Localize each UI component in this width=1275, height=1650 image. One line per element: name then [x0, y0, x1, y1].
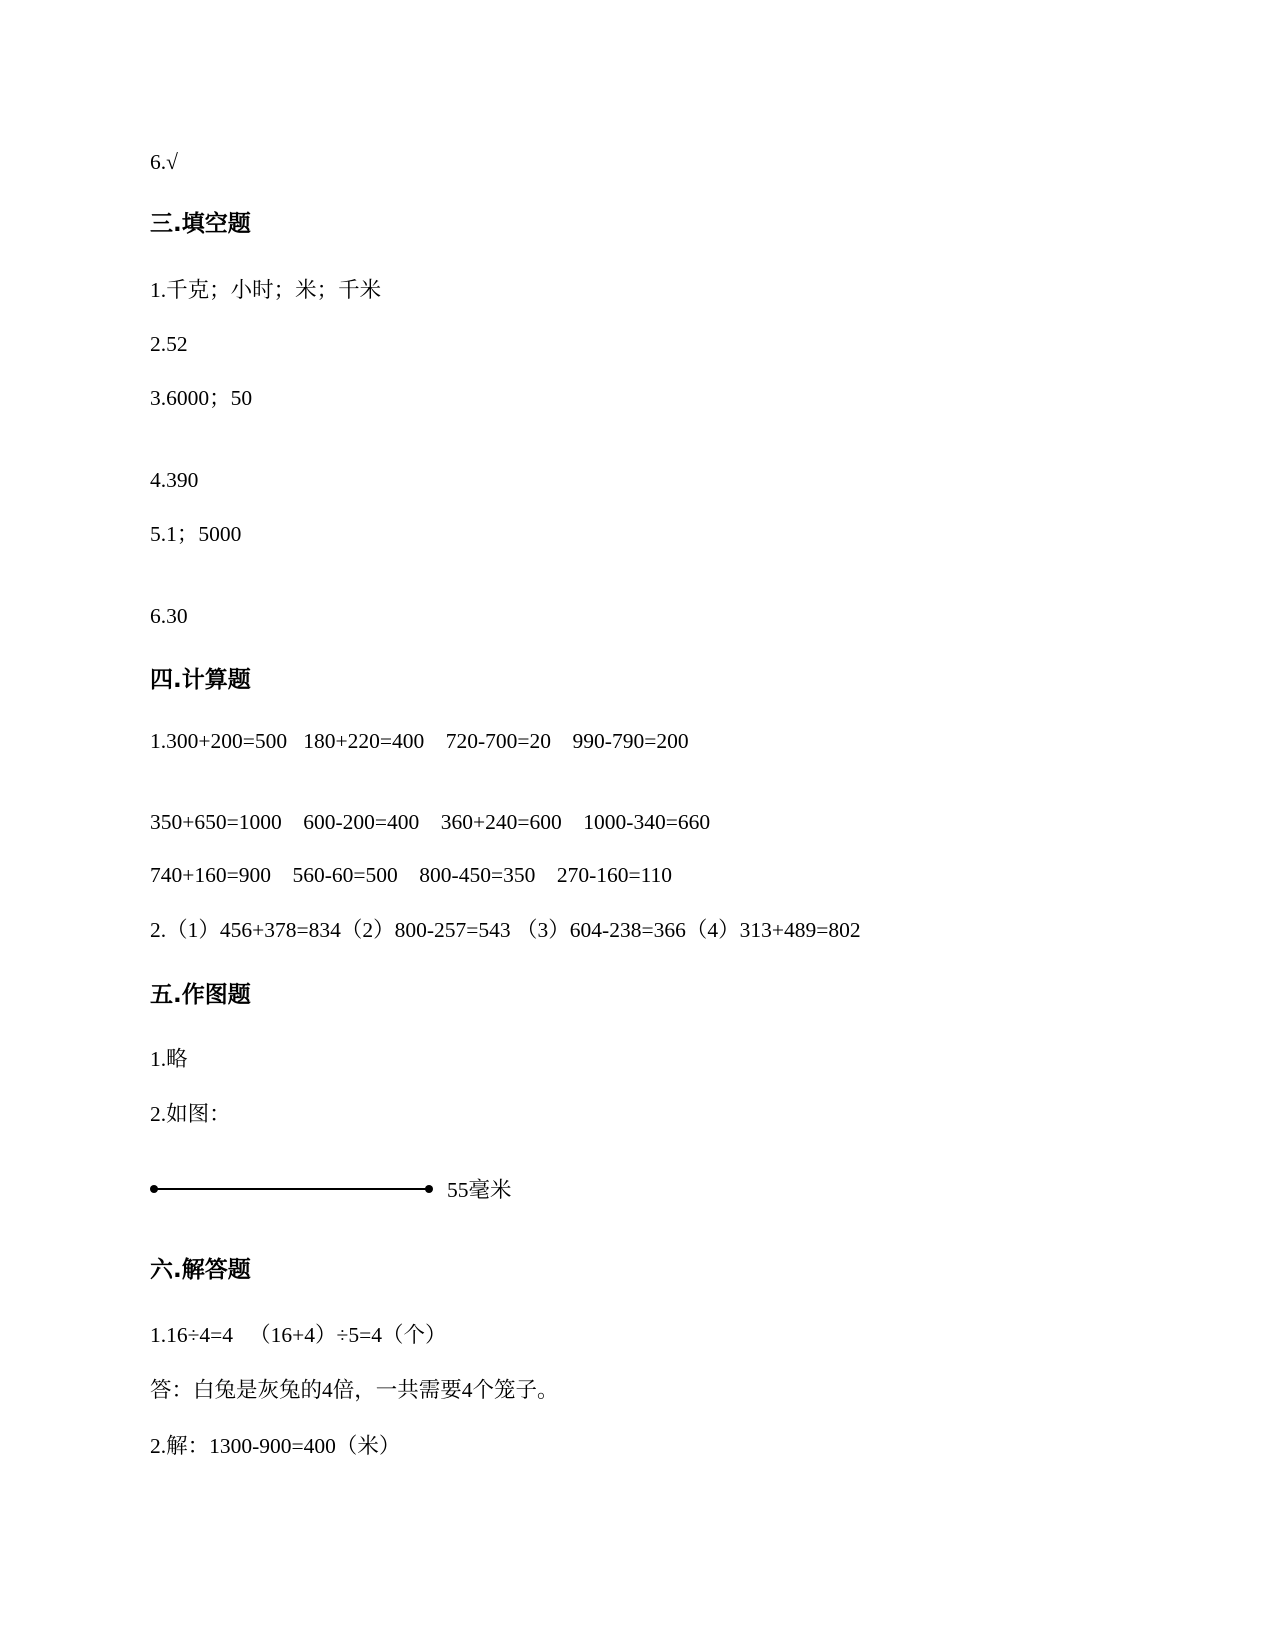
segment-endpoint-right	[425, 1185, 433, 1193]
calc-line-1: 1.300+200=500 180+220=400 720-700=20 990-790=200	[150, 729, 689, 753]
heading-calculation: 四.计算题	[150, 667, 251, 693]
drawing-answer-2: 2.如图：	[150, 1102, 231, 1126]
solution-line-3: 2.解：1300-900=400（米）	[150, 1434, 401, 1458]
fill-answer-5: 5.1；5000	[150, 522, 242, 546]
heading-drawing: 五.作图题	[150, 982, 251, 1008]
answer-6-prev: 6.√	[150, 150, 178, 174]
calc-line-3: 740+160=900 560-60=500 800-450=350 270-160=110	[150, 863, 673, 887]
heading-word-problems: 六.解答题	[150, 1257, 251, 1283]
fill-answer-6: 6.30	[150, 604, 188, 628]
calc-line-2: 350+650=1000 600-200=400 360+240=600 1000-340=660	[150, 810, 711, 834]
solution-line-2: 答：白兔是灰兔的4倍，一共需要4个笼子。	[150, 1378, 559, 1402]
fill-answer-2: 2.52	[150, 332, 188, 356]
segment-length-label: 55毫米	[447, 1178, 512, 1202]
fill-answer-1: 1.千克；小时；米；千米	[150, 278, 382, 302]
heading-fill-in-blank: 三.填空题	[150, 211, 251, 237]
drawing-answer-1: 1.略	[150, 1047, 188, 1071]
fill-answer-3: 3.6000；50	[150, 386, 253, 410]
segment-endpoint-left	[150, 1185, 158, 1193]
fill-answer-4: 4.390	[150, 468, 199, 492]
solution-line-1: 1.16÷4=4 （16+4）÷5=4（个）	[150, 1323, 447, 1347]
calc-line-4: 2.（1）456+378=834（2）800-257=543 （3）604-238=366（4）313+489=802	[150, 918, 861, 942]
